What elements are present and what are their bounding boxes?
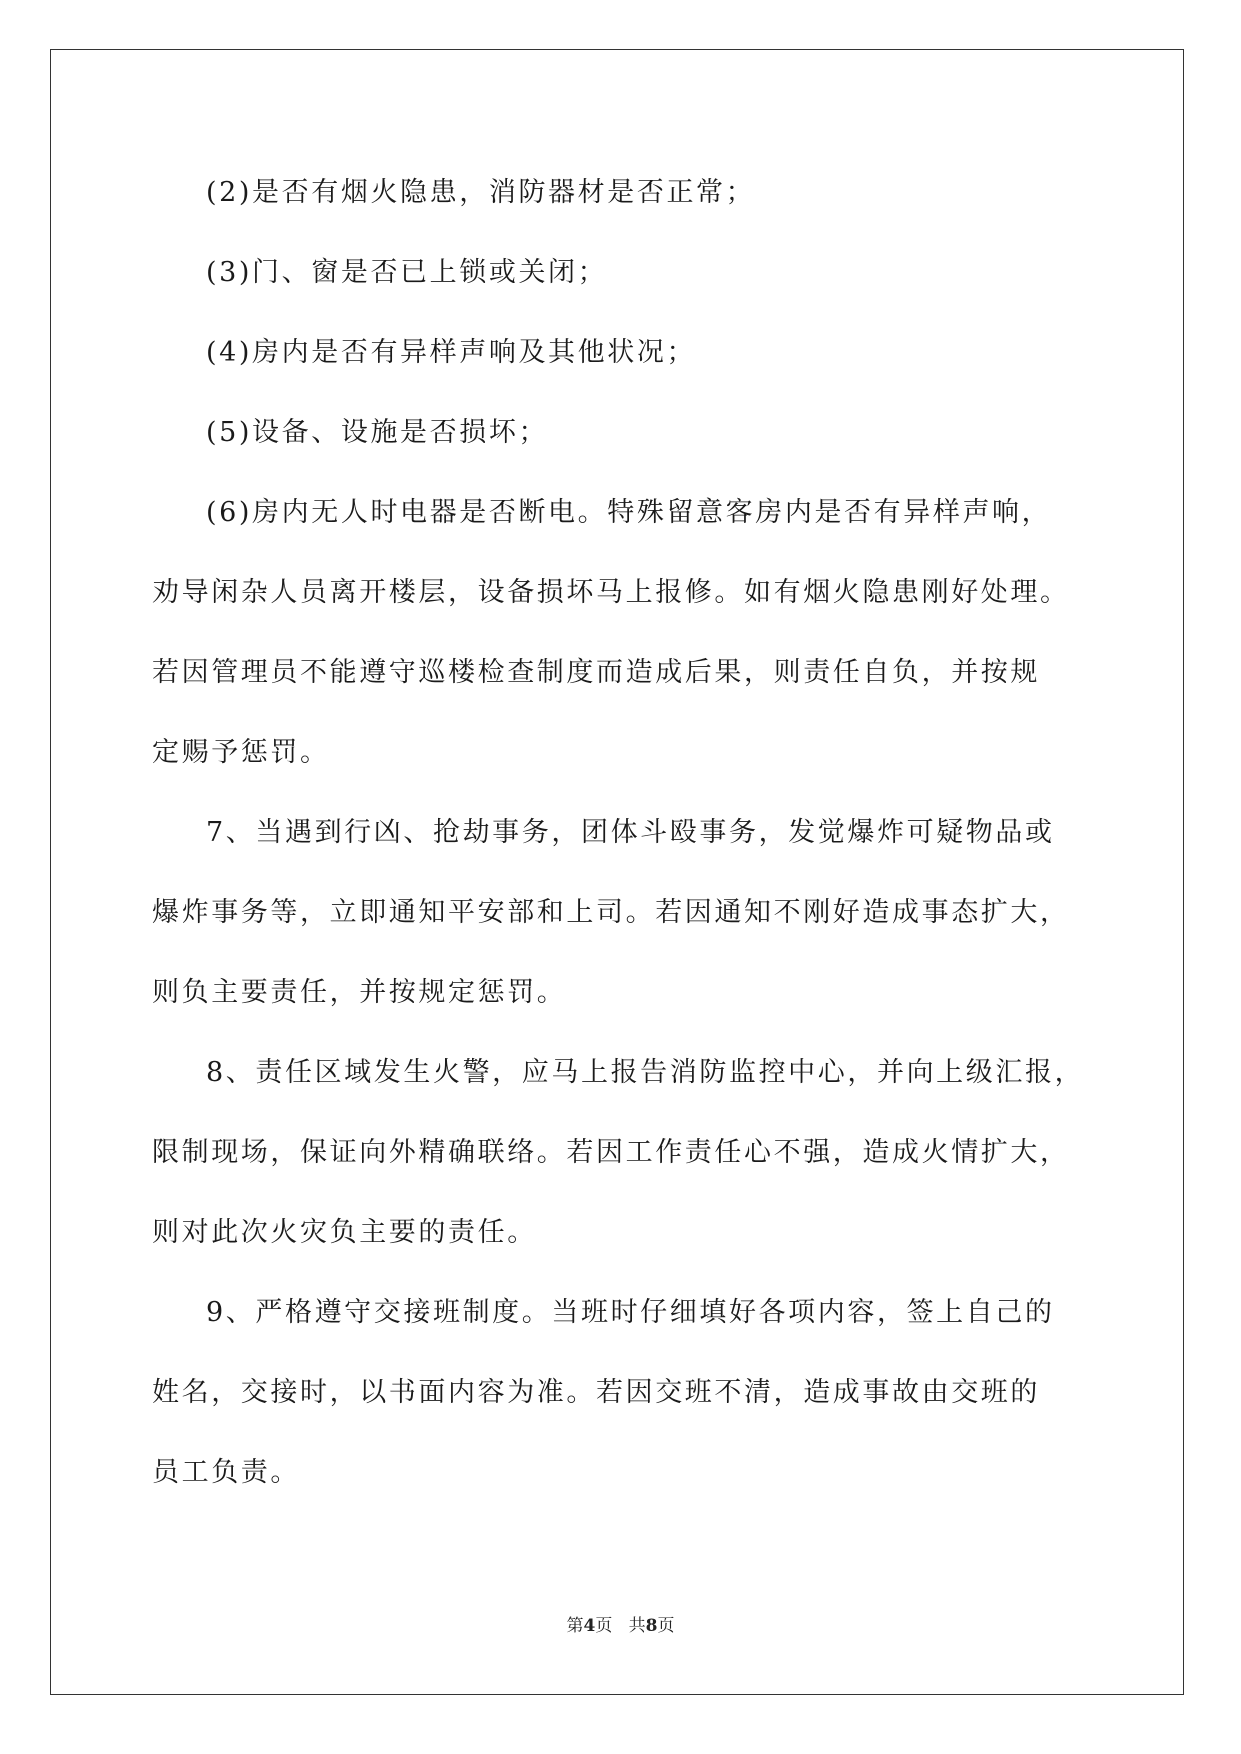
paragraph-line: 8、责任区域发生火警，应马上报告消防监控中心，并向上级汇报，	[206, 1057, 1085, 1088]
page-number-current: 4	[583, 1616, 596, 1636]
paragraph-line: 爆炸事务等，立即通知平安部和上司。若因通知不刚好造成事态扩大，	[152, 897, 1070, 928]
paragraph-line: (5)设备、设施是否损坏；	[206, 417, 549, 448]
paragraph-line: 则对此次火灾负主要的责任。	[152, 1217, 537, 1248]
paragraph-line: 姓名，交接时，以书面内容为准。若因交班不清，造成事故由交班的	[152, 1377, 1040, 1408]
paragraph-line: 9、严格遵守交接班制度。当班时仔细填好各项内容，签上自己的	[206, 1297, 1055, 1328]
paragraph-line: 7、当遇到行凶、抢劫事务，团体斗殴事务，发觉爆炸可疑物品或	[206, 817, 1055, 848]
paragraph-line: (6)房内无人时电器是否断电。特殊留意客房内是否有异样声响，	[206, 497, 1052, 528]
page-total-suffix: 页	[657, 1616, 675, 1636]
page-footer	[0, 1614, 1241, 1638]
page-border	[50, 49, 1184, 1695]
paragraph-line: (4)房内是否有异样声响及其他状况；	[206, 337, 697, 368]
paragraph-line: 则负主要责任，并按规定惩罚。	[152, 977, 567, 1008]
paragraph-line: 限制现场，保证向外精确联络。若因工作责任心不强，造成火情扩大，	[152, 1137, 1070, 1168]
paragraph-line: (2)是否有烟火隐患，消防器材是否正常；	[206, 177, 756, 208]
page-number-prefix: 第	[566, 1616, 584, 1636]
paragraph-line: 劝导闲杂人员离开楼层，设备损坏马上报修。如有烟火隐患刚好处理。	[152, 577, 1070, 608]
paragraph-line: 定赐予惩罚。	[152, 737, 330, 768]
page-number-suffix: 页	[595, 1616, 613, 1636]
paragraph-line: 员工负责。	[152, 1457, 300, 1488]
paragraph-line: (3)门、窗是否已上锁或关闭；	[206, 257, 608, 288]
page-total: 8	[645, 1616, 658, 1636]
paragraph-line: 若因管理员不能遵守巡楼检查制度而造成后果，则责任自负，并按规	[152, 657, 1040, 688]
page-total-prefix: 共	[628, 1616, 646, 1636]
